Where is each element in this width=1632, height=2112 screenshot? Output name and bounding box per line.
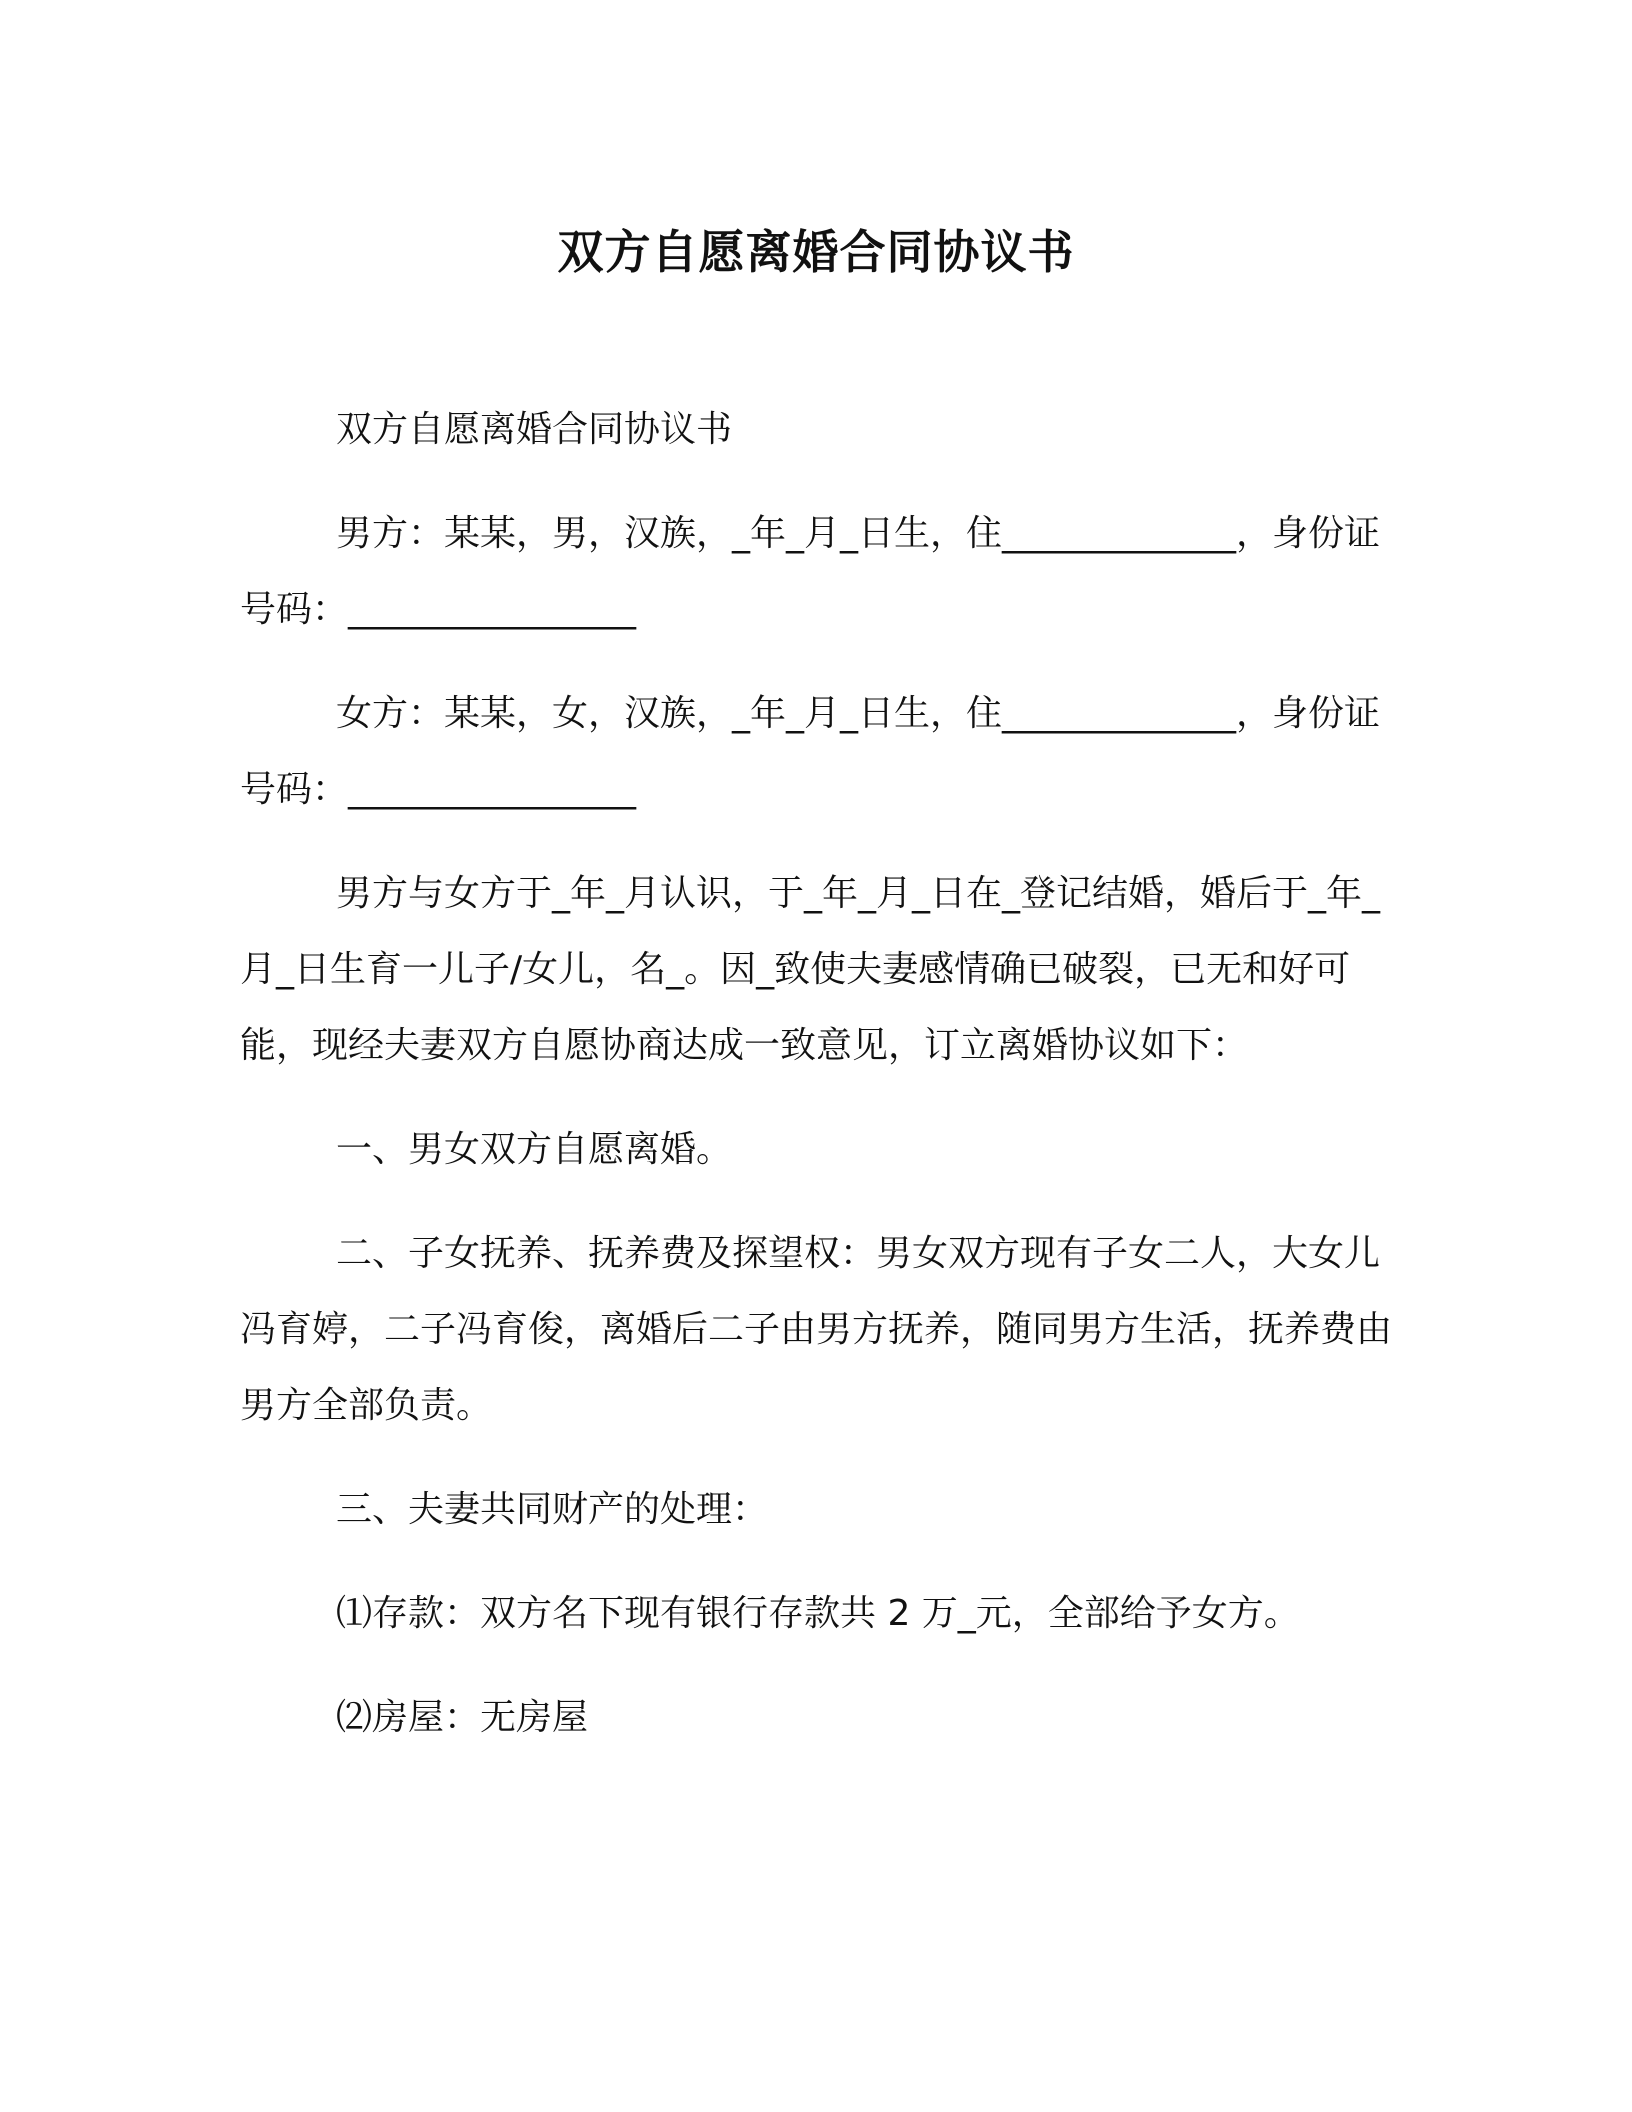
document-title: 双方自愿离婚合同协议书 [557,225,1075,279]
clause-2-child-custody: 二、子女抚养、抚养费及探望权：男女双方现有子女二人，大女儿冯育婷，二子冯育俊，离婚后二子由男方抚养，随同男方生活，抚养费由男方全部负责。 [240,1233,1393,1426]
document-body [240,392,1392,1784]
paragraph-male-party: 男方：某某，男，汉族，_年_月_日生，住_____________，身份证号码：________________ [240,513,1381,630]
clause-3-property: 三、夫妻共同财产的处理： [336,1489,769,1530]
clause-3-2-housing: ⑵房屋：无房屋 [336,1697,589,1738]
clause-1-divorce: 一、男女双方自愿离婚。 [336,1129,733,1170]
paragraph-female-party: 女方：某某，女，汉族，_年_月_日生，住_____________，身份证号码：________________ [240,693,1381,810]
paragraph-heading: 双方自愿离婚合同协议书 [336,409,733,450]
clause-3-1-savings: ⑴存款：双方名下现有银行存款共 2 万_元，全部给予女方。 [336,1593,1300,1634]
paragraph-background: 男方与女方于_年_月认识，于_年_月_日在_登记结婚，婚后于_年_月_日生育一儿子/女儿，名_。因_致使夫妻感情确已破裂，已无和好可能，现经夫妻双方自愿协商达成一致意见，订立离婚协议如下： [240,873,1381,1066]
